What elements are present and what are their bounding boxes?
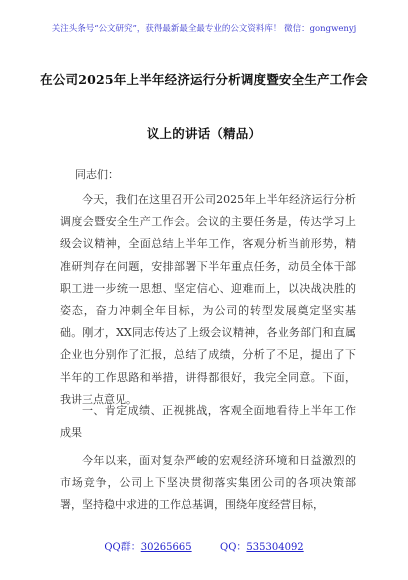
qq-label: QQ： [220, 542, 247, 553]
body-paragraph-2: 今年以来，面对复杂严峻的宏观经济环境和日益激烈的市场竞争，公司上下坚决贯彻落实集团公司的各项决策部署，坚持稳中求进的工作总基调，围绕年度经营目标， [60, 454, 356, 512]
document-title-line-1: 在公司2025年上半年经济运行分析调度暨安全生产工作会 [40, 72, 368, 87]
section-heading-1: 一、肯定成绩、正视挑战，客观全面地看待上半年工作成果 [60, 404, 356, 440]
document-title-line-2: 议上的讲话（精品） [146, 126, 262, 141]
salutation: 同志们： [75, 168, 119, 181]
footer-contact [0, 538, 408, 553]
qq-number: 535304092 [246, 542, 304, 553]
qq-group-label: QQ群： [104, 542, 141, 553]
qq-group-number: 30265665 [140, 542, 192, 553]
body-paragraph-1: 今天，我们在这里召开公司2025年上半年经济运行分析调度会暨安全生产工作会。会议的主要任务是，传达学习上级会议精神，全面总结上半年工作，客观分析当前形势，精准研判存在问题，安排部署下半年重点任务，动员全体干部职工进一步统一思想、坚定信心、迎难而上，以决战决胜的姿态，奋力冲刺全年目标，为公司的转型发展奠定坚实基础。刚才，XX同志传达了上级会议精神，各业务部门和直属企业也分别作了汇报，总结了成绩，分析了不足，提出了下半年的工作思路和举措，讲得都很好，我完全同意。下面，我讲三点意见。 [60, 193, 356, 406]
header-note: 关注头条号“公文研究”，获得最新最全最专业的公文资料库！ 微信：gongwenyj [51, 24, 357, 34]
